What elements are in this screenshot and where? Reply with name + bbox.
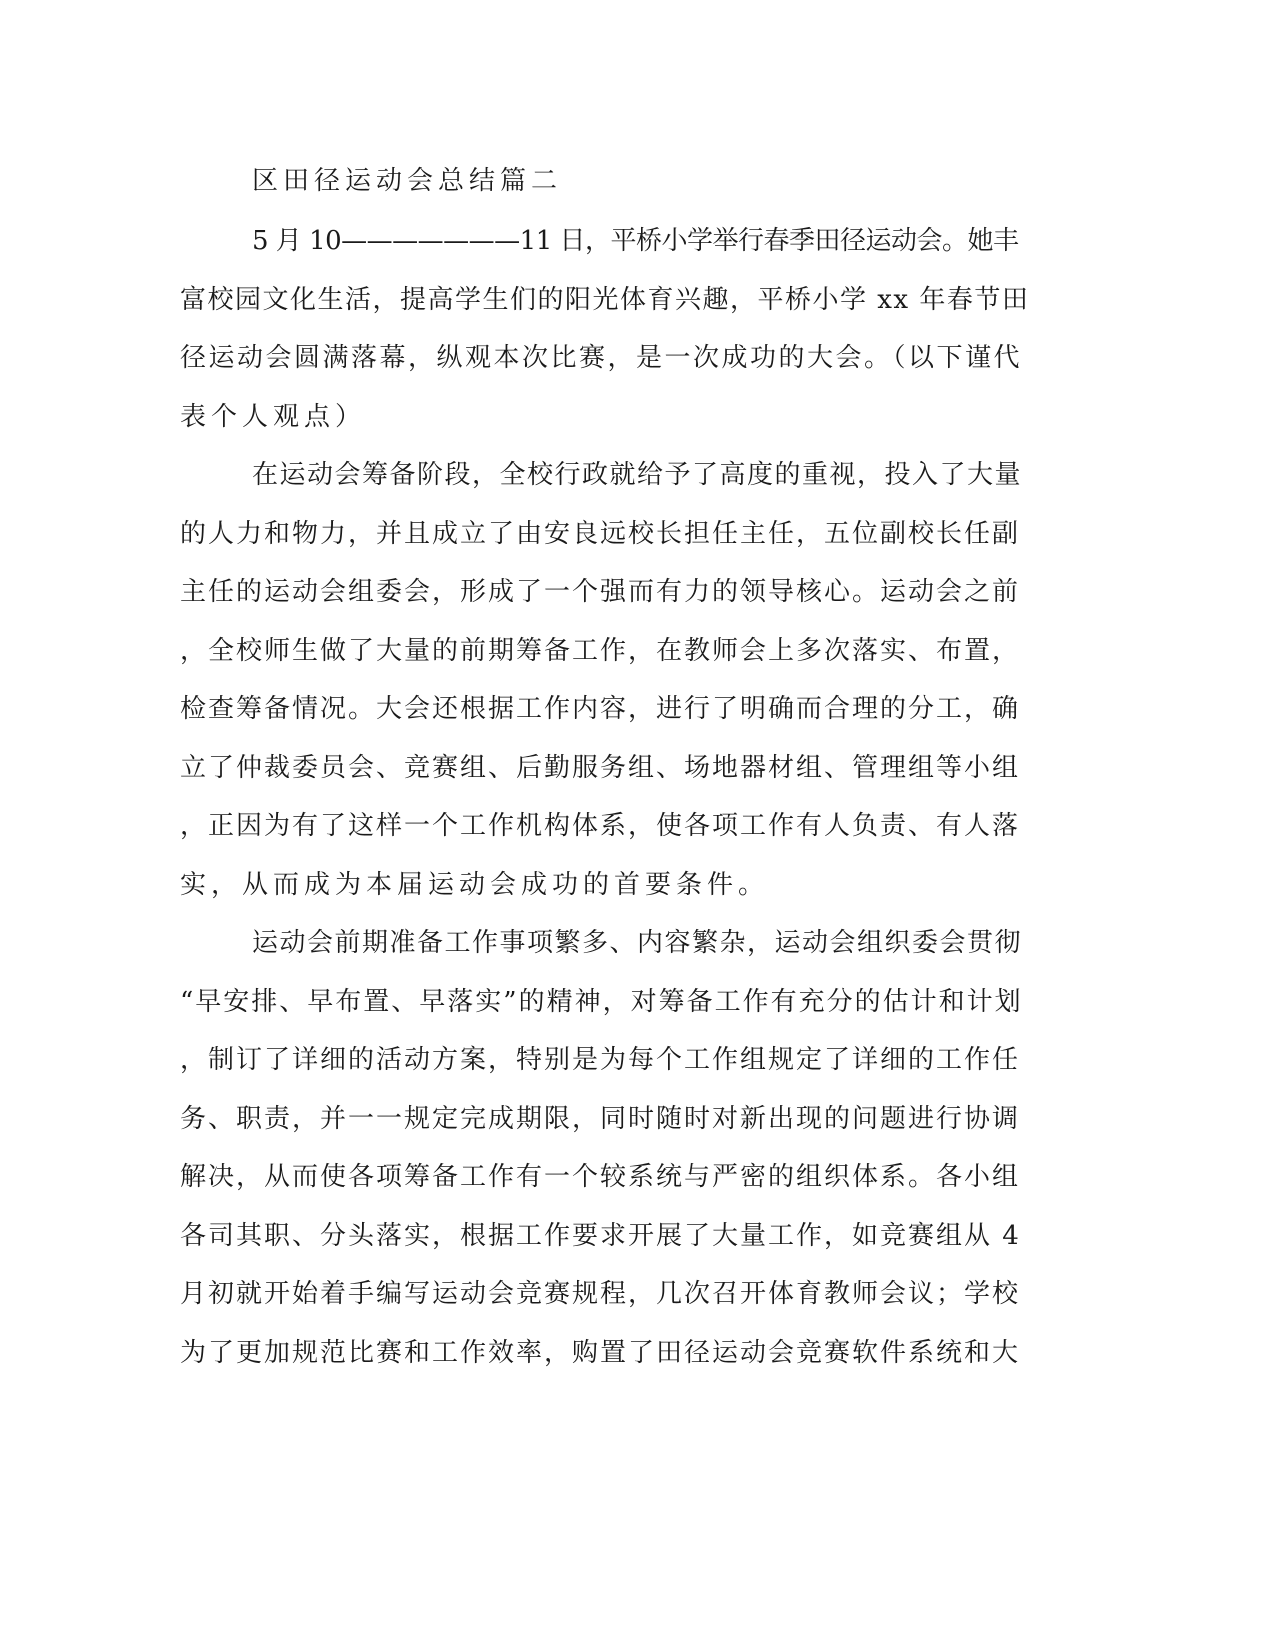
paragraph-2-line-7: ，正因为有了这样一个工作机构体系，使各项工作有人负责、有人落: [180, 811, 1021, 841]
paragraph-1-line-4: 表个人观点）: [180, 402, 367, 432]
paragraph-2-line-5: 检查筹备情况。大会还根据工作内容，进行了明确而合理的分工，确: [180, 694, 1021, 724]
paragraph-2-line-2: 的人力和物力，并且成立了由安良远校长担任主任，五位副校长任副: [180, 519, 1021, 549]
paragraph-3-line-6: 各司其职、分头落实，根据工作要求开展了大量工作，如竞赛组从 4: [180, 1221, 1021, 1251]
paragraph-3-line-3: ，制订了详细的活动方案，特别是为每个工作组规定了详细的工作任: [180, 1045, 1021, 1075]
document-heading: 区田径运动会总结篇二: [252, 166, 563, 196]
paragraph-3-line-7: 月初就开始着手编写运动会竞赛规程，几次召开体育教师会议；学校: [180, 1279, 1021, 1309]
paragraph-2-line-6: 立了仲裁委员会、竞赛组、后勤服务组、场地器材组、管理组等小组: [180, 753, 1021, 783]
paragraph-3-line-1: 运动会前期准备工作事项繁多、内容繁杂，运动会组织委会贯彻: [252, 928, 1023, 958]
paragraph-3-line-4: 务、职责，并一一规定完成期限，同时随时对新出现的问题进行协调: [180, 1104, 1021, 1134]
paragraph-2-line-3: 主任的运动会组委会，形成了一个强而有力的领导核心。运动会之前: [180, 577, 1021, 607]
paragraph-3-line-8: 为了更加规范比赛和工作效率，购置了田径运动会竞赛软件系统和大: [180, 1338, 1021, 1368]
paragraph-1-line-3: 径运动会圆满落幕，纵观本次比赛，是一次成功的大会。（以下谨代: [180, 343, 1023, 373]
paragraph-2-line-8: 实，从而成为本届运动会成功的首要条件。: [180, 870, 770, 900]
paragraph-1-line-1: 5 月 10———————11 日，平桥小学举行春季田径运动会。她丰: [252, 226, 1019, 256]
paragraph-2-line-1: 在运动会筹备阶段，全校行政就给予了高度的重视，投入了大量: [252, 460, 1023, 490]
paragraph-2-line-4: ，全校师生做了大量的前期筹备工作，在教师会上多次落实、布置，: [180, 636, 1021, 666]
paragraph-3-line-2: “早安排、早布置、早落实”的精神，对筹备工作有充分的估计和计划: [180, 987, 1023, 1017]
paragraph-3-line-5: 解决，从而使各项筹备工作有一个较系统与严密的组织体系。各小组: [180, 1162, 1021, 1192]
paragraph-1-line-2: 富校园文化生活，提高学生们的阳光体育兴趣，平桥小学 xx 年春节田: [180, 285, 1030, 315]
